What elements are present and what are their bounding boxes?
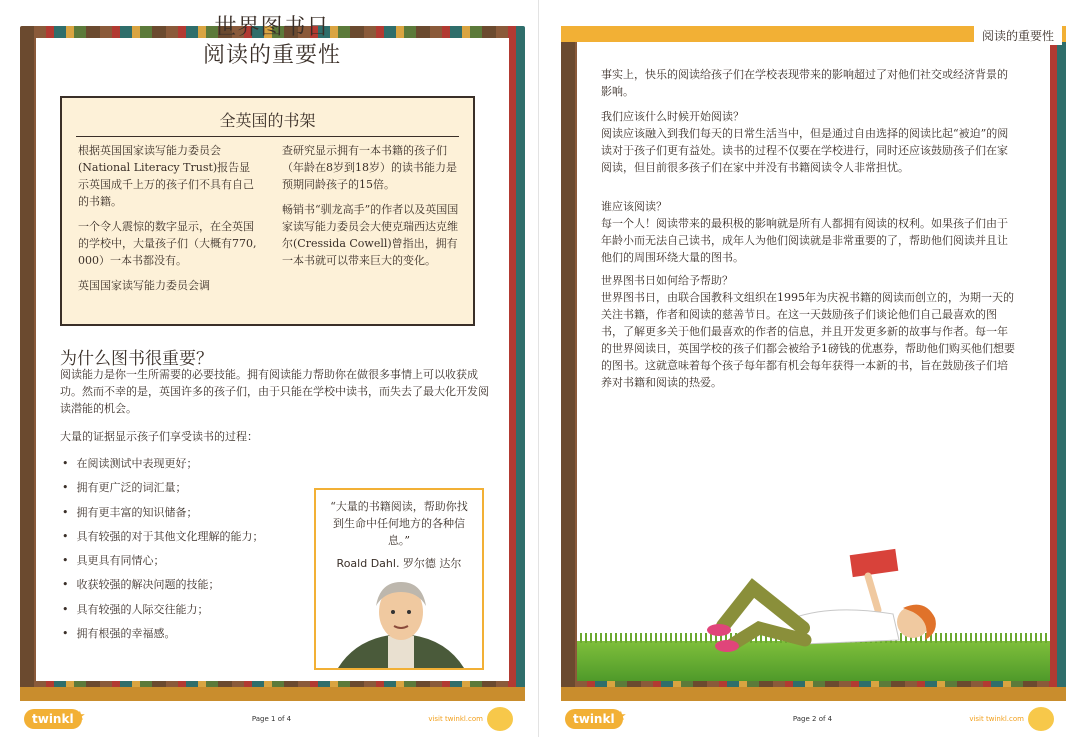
info-box (60, 96, 475, 326)
evidence-intro: 大量的证据显示孩子们享受读书的过程： (60, 430, 258, 443)
list-item: • 具有较强的对于其他文化理解的能力； (62, 525, 322, 549)
page-gutter (538, 0, 539, 737)
page-number: Page 1 of 4 (251, 715, 292, 723)
list-item: • 具有较强的人际交往能力； (62, 598, 322, 622)
info-box-column-right (282, 142, 462, 277)
answer-paragraph: 阅读应该融入到我们每天的日常生活当中，但是通过自由选择的阅读比起“被迫”的阅读对于孩子们更有益处。读书的过程不仅要在学校进行，同时还应该鼓励孩子们在家阅读，但目前很多孩子们在家中并没有书籍阅读令人非常担忧。 (601, 127, 1009, 174)
info-paragraph: 畅销书“驯龙高手”的作者以及英国国家读写能力委员会大使克瑞西达克维尔(Cressida Cowell)曾指出，拥有一本书就可以带来巨大的变化。 (282, 203, 459, 267)
page-title (132, 14, 412, 70)
quote-author: Roald Dahl. 罗尔德 达尔 (336, 557, 462, 570)
question-heading: 世界图书日如何给予帮助？ (601, 274, 733, 287)
list-item: • 具更具有同情心； (62, 549, 322, 573)
site-link[interactable]: visit twinkl.com (969, 715, 1024, 723)
quality-badge-icon (1028, 707, 1054, 731)
star-icon[interactable]: ★ (74, 709, 86, 724)
page-2 (553, 0, 1072, 737)
page-number: Page 2 of 4 (792, 715, 833, 723)
intro-paragraph: 事实上，快乐的阅读给孩子们在学校表现带来的影响超过了对他们社交或经济背景的影响。 (601, 68, 1008, 98)
info-box-rule (76, 136, 459, 137)
answer-paragraph: 每一个人！阅读带来的最积极的影响就是所有人都拥有阅读的权利。如果孩子们由于年龄小而无法自己读书，成年人为他们阅读就是非常重要的了，帮助他们阅读并且让他们的周围环绕大量的图书。 (601, 217, 1008, 264)
question-heading: 谁应该阅读？ (601, 200, 667, 213)
list-item: • 拥有根强的幸福感。 (62, 622, 322, 646)
section-who (601, 198, 1016, 266)
info-box-heading: 全英国的书架 (219, 111, 316, 130)
question-heading: 我们应该什么时候开始阅读？ (601, 110, 744, 123)
section-how (601, 272, 1016, 391)
quote-box (314, 488, 484, 670)
page-footer (12, 701, 531, 737)
section-heading-why: 为什么图书很重要？ (60, 349, 213, 369)
list-item: • 拥有更丰富的知识储备； (62, 501, 322, 525)
child-reading-illustration (663, 548, 963, 668)
section-when (601, 108, 1016, 176)
star-icon[interactable]: ★ (615, 709, 627, 724)
info-paragraph: 一个令人震惊的数字显示，在全英国的学校中，大量孩子们（大概有770, 000）一本书都没有。 (78, 220, 257, 267)
page-1 (12, 0, 531, 737)
roald-dahl-portrait-illustration (318, 576, 484, 668)
info-box-column-left (78, 142, 258, 302)
twinkl-logo[interactable]: twinkl (565, 709, 623, 729)
quality-badge-icon (487, 707, 513, 731)
info-paragraph: 查研究显示拥有一本书籍的孩子们（年龄在8岁到18岁）的读书能力是预期同龄孩子的15倍。 (282, 144, 457, 191)
site-link[interactable]: visit twinkl.com (428, 715, 483, 723)
list-item: • 收获较强的解决问题的技能； (62, 573, 322, 597)
twinkl-logo[interactable]: twinkl (24, 709, 82, 729)
answer-paragraph: 世界图书日，由联合国教科文组织在1995年为庆祝书籍的阅读而创立的，为期一天的关注书籍，作者和阅读的慈善节日。在这一天鼓励孩子们谈论他们自己最喜欢的图书，了解更多关于他们最喜欢的作者的信息，并且开发更多新的故事与作者。每一年的世界阅读日，英国学校的孩子们都会被给予1磅钱的优惠券，帮助他们购买他们想要的图书。这就意味着每个孩子每年都有机会每年获得一本新的书，旨在鼓励孩子们培养对书籍和阅读的热爱。 (601, 291, 1015, 389)
list-item: • 在阅读测试中表现更好； (62, 452, 322, 476)
header-label: 阅读的重要性 (974, 26, 1062, 45)
why-paragraph: 阅读能力是你一生所需要的必要技能。拥有阅读能力帮助你在做很多事情上可以收获成功。然而不幸的是，英国许多的孩子们，由于只能在学校中读书，而失去了最大化开发阅读潜能的机会。 (60, 368, 489, 415)
title-line-1: 世界图书日 (214, 15, 330, 40)
info-paragraph: 英国国家读写能力委员会调 (78, 279, 210, 292)
info-paragraph: 根据英国国家读写能力委员会(National Literacy Trust)报告显示英国成千上万的孩子们不具有自己的书籍。 (78, 144, 254, 208)
title-line-2: 阅读的重要性 (202, 43, 341, 68)
list-item: • 拥有更广泛的词汇量； (62, 476, 322, 500)
benefits-list (62, 452, 322, 646)
quote-text: “大量的书籍阅读，帮助你找到生命中任何地方的各种信息。” (330, 500, 468, 547)
page-footer (553, 701, 1072, 737)
